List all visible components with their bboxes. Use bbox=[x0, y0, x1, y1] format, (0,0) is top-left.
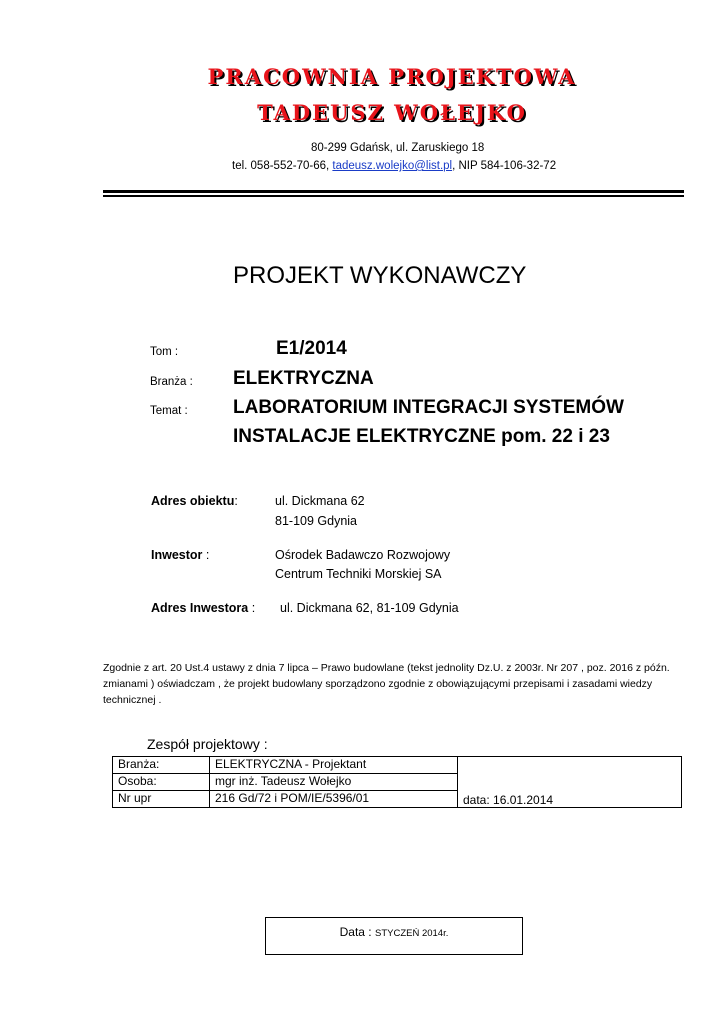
firm-email-link[interactable]: tadeusz.wolejko@list.pl bbox=[332, 160, 453, 172]
firm-name-line1: PRACOWNIA PROJEKTOWA bbox=[207, 64, 577, 89]
tom-label: Tom : bbox=[150, 346, 179, 358]
team-date: data: 16.01.2014 bbox=[463, 793, 554, 807]
team-row-label: Branża: bbox=[113, 757, 210, 774]
firm-name-line2: TADEUSZ WOŁEJKO bbox=[257, 100, 527, 125]
team-date-cell bbox=[458, 757, 682, 808]
firm-contact bbox=[232, 160, 556, 172]
inwestor-label-text: Inwestor bbox=[151, 548, 203, 562]
team-table bbox=[112, 756, 682, 808]
adres-obiektu-label-text: Adres obiektu bbox=[151, 494, 235, 508]
inwestor-label bbox=[151, 548, 209, 562]
temat-label: Temat : bbox=[150, 405, 188, 417]
temat-line1: LABORATORIUM INTEGRACJI SYSTEMÓW bbox=[233, 397, 624, 418]
adres-inwestora-label bbox=[151, 601, 255, 615]
team-row-label: Osoba: bbox=[113, 774, 210, 791]
tom-value: E1/2014 bbox=[276, 338, 347, 359]
inwestor-line1: Ośrodek Badawczo Rozwojowy bbox=[275, 548, 451, 562]
adres-inwestora-label-text: Adres Inwestora bbox=[151, 601, 249, 615]
team-heading: Zespół projektowy : bbox=[147, 736, 268, 752]
date-box-label: Data : bbox=[339, 925, 372, 939]
temat-line2: INSTALACJE ELEKTRYCZNE pom. 22 i 23 bbox=[233, 426, 610, 447]
team-row-value: ELEKTRYCZNA - Projektant bbox=[210, 757, 458, 774]
adres-obiektu-colon: : bbox=[234, 494, 238, 508]
date-box-value: STYCZEŃ 2014r. bbox=[374, 928, 449, 939]
branza-label: Branża : bbox=[150, 376, 193, 388]
team-row-value: 216 Gd/72 i POM/IE/5396/01 bbox=[210, 791, 458, 808]
team-row-label: Nr upr bbox=[113, 791, 210, 808]
firm-address: 80-299 Gdańsk, ul. Zaruskiego 18 bbox=[311, 142, 485, 154]
adres-obiektu-label bbox=[151, 494, 238, 508]
header-divider-thick bbox=[103, 190, 684, 193]
date-box bbox=[265, 917, 523, 955]
header-divider-thin bbox=[103, 195, 684, 197]
firm-phone: tel. 058-552-70-66, bbox=[232, 160, 330, 172]
adres-inwestora-value: ul. Dickmana 62, 81-109 Gdynia bbox=[280, 601, 459, 615]
team-row-value: mgr inż. Tadeusz Wołejko bbox=[210, 774, 458, 791]
inwestor-line2: Centrum Techniki Morskiej SA bbox=[275, 567, 442, 581]
team-row bbox=[113, 757, 682, 774]
branza-value: ELEKTRYCZNA bbox=[233, 368, 374, 389]
adres-obiektu-line2: 81-109 Gdynia bbox=[275, 514, 358, 528]
adres-inwestora-colon: : bbox=[248, 601, 256, 615]
firm-nip: , NIP 584-106-32-72 bbox=[452, 160, 557, 172]
inwestor-colon: : bbox=[202, 548, 210, 562]
legal-statement: Zgodnie z art. 20 Ust.4 ustawy z dnia 7 lipca – Prawo budowlane (tekst jednolity Dz.U. z 2003r. Nr 207 , poz. 2016 z późn. zmianami ) oświadczam , że projekt budowlany sporządzono zgodnie z obowiązującymi przepisami i zasadami wiedzy technicznej . bbox=[103, 662, 670, 706]
adres-obiektu-line1: ul. Dickmana 62 bbox=[275, 494, 365, 508]
page-title: PROJEKT WYKONAWCZY bbox=[233, 262, 527, 289]
